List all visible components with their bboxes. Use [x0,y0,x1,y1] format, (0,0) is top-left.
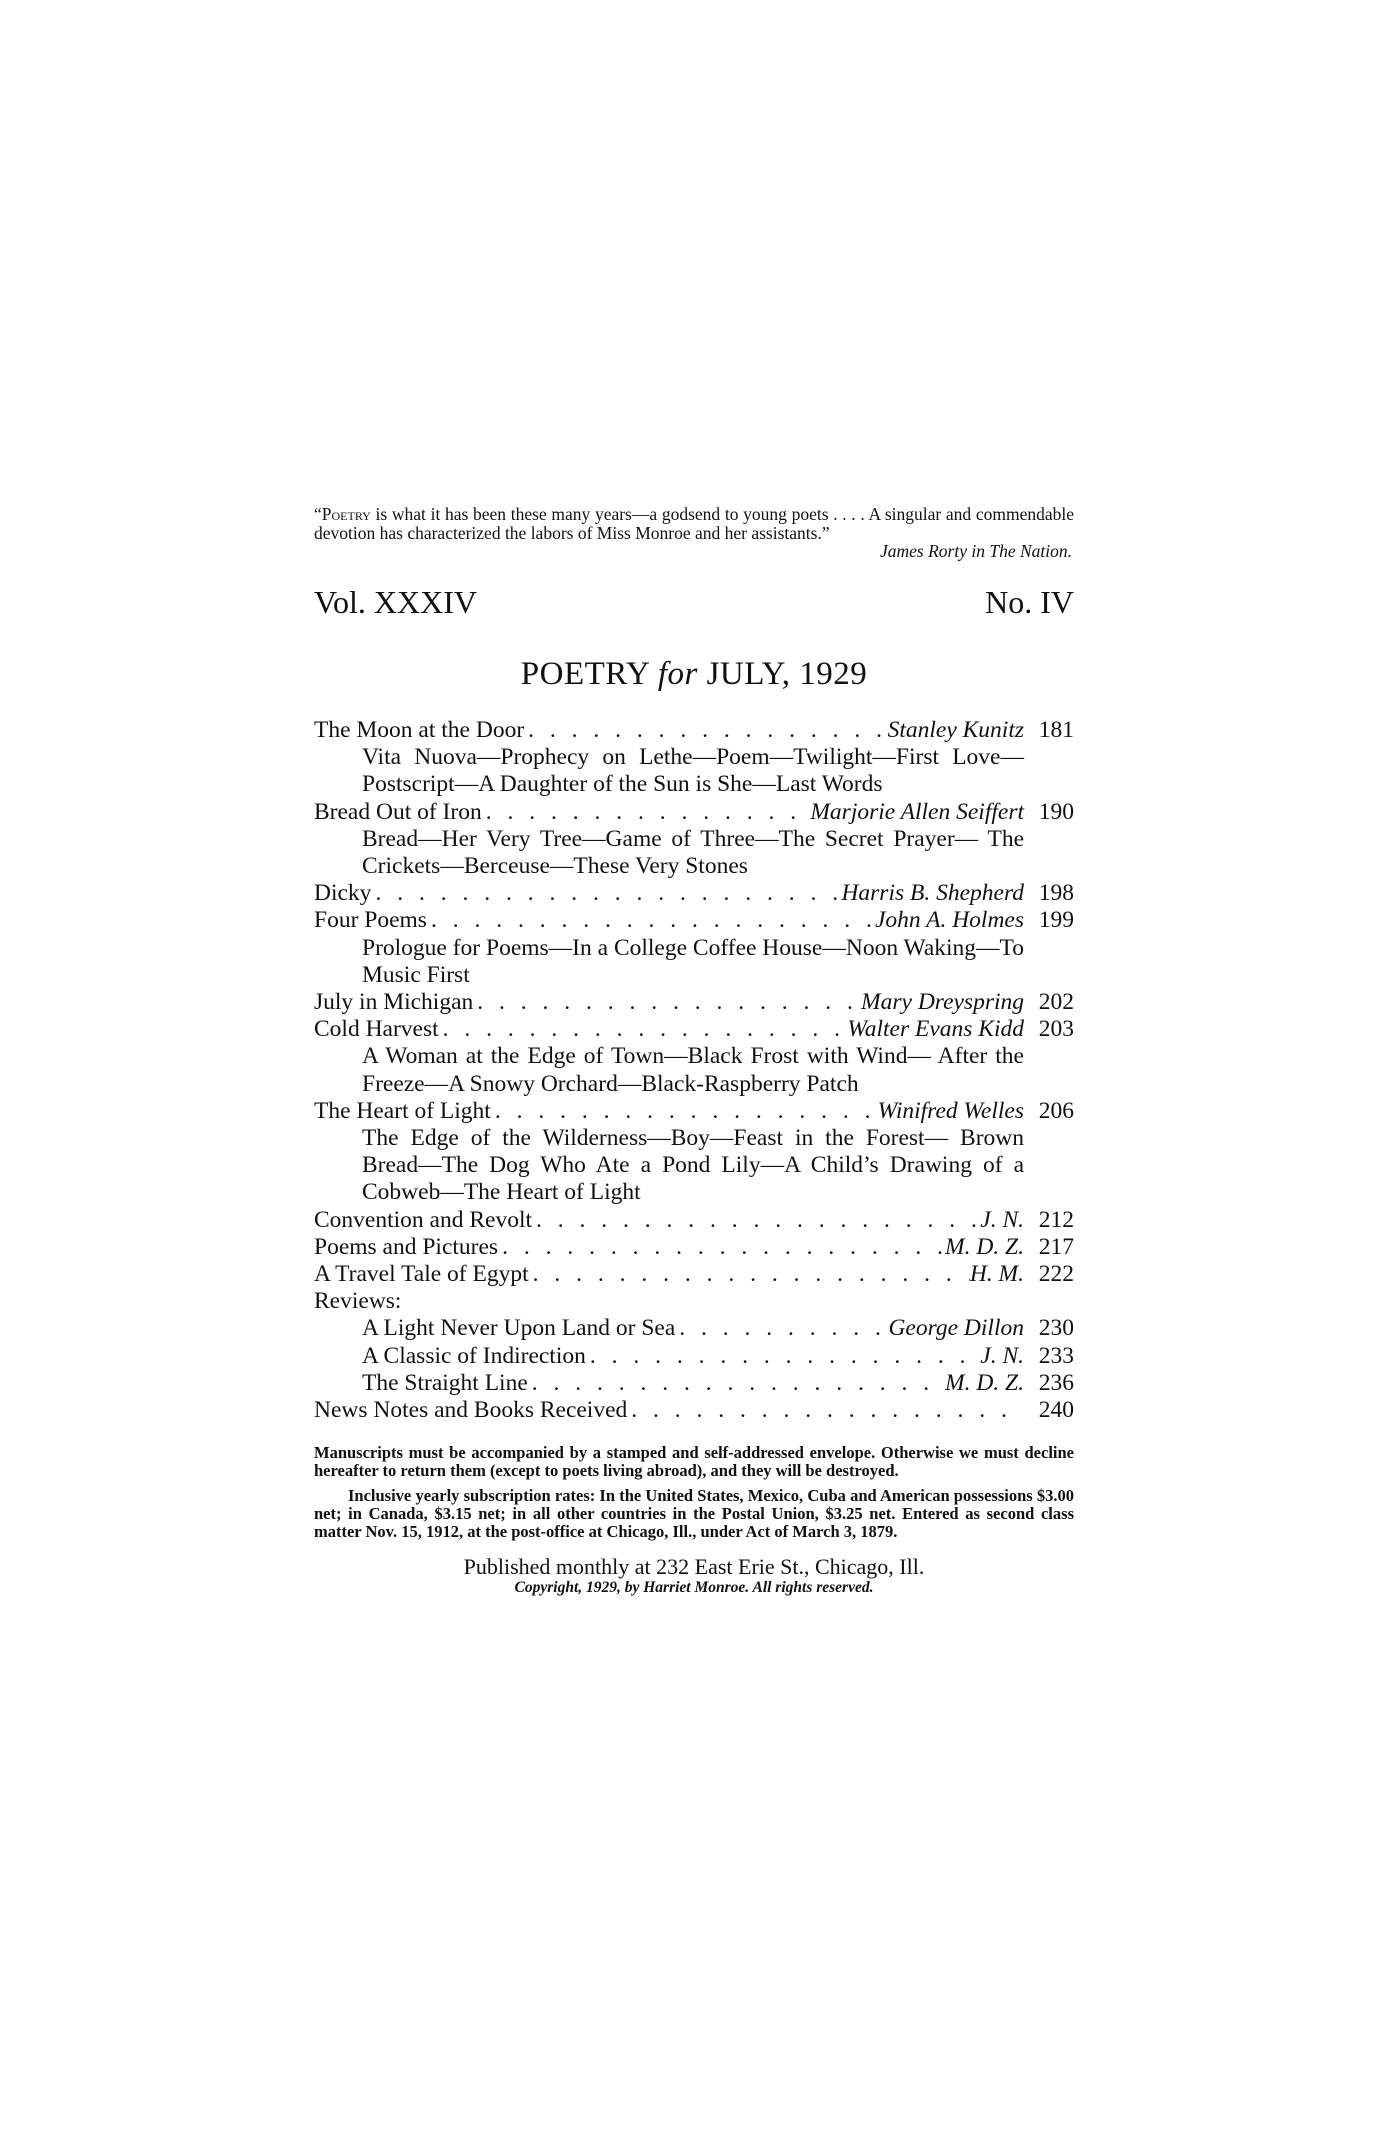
toc-entry-title: News Notes and Books Received [314,1397,628,1424]
toc-entry-title: July in Michigan [314,989,474,1016]
toc-entry-title: A Travel Tale of Egypt [314,1261,529,1288]
toc-entry [314,907,1074,934]
toc-entry-title: The Moon at the Door [314,717,525,743]
toc-entry [314,1343,1074,1370]
volume-number: Vol. XXXIV [314,584,477,620]
toc-entry-title: Four Poems [314,907,427,934]
toc-entry [314,799,1074,826]
toc-entry-page: 212 [1038,1206,1074,1233]
subscription-note: Inclusive yearly subscription rates: In the United States, Mexico, Cuba and American possessions $3.00 net; in Canada, $3.15 net; in all other countries in the Postal Union, $3.25 net. Entered as second class matter Nov. 15, 1912, at the post-office at Chicago, Ill., under Act of March 3, 1879. [314,1486,1074,1542]
toc-entry-page: 236 [1038,1369,1074,1396]
toc-entry-author: Mary Dreyspring [861,989,1024,1016]
toc-entry-title: Cold Harvest [314,1016,439,1043]
toc-entry [314,1016,1074,1043]
reviews-heading: Reviews: [314,1288,402,1315]
dot-leader [586,1343,980,1370]
toc-entry [314,1315,1074,1342]
toc-entry-page: 230 [1038,1315,1074,1342]
toc-entry-title: A Light Never Upon Land or Sea [362,1315,676,1342]
toc-entry-author: M. D. Z. [945,1233,1024,1260]
toc-entry [314,717,1074,744]
published-line: Published monthly at 232 East Erie St., Chicago, Ill. [463,1554,925,1580]
toc-entry-author: Marjorie Allen Seiffert [810,798,1024,825]
toc-entry-author: George Dillon [888,1315,1024,1342]
toc-entry-page: 217 [1038,1233,1074,1260]
toc-entry [314,1370,1074,1397]
copyright-line: Copyright, 1929, by Harriet Monroe. All rights reserved. [514,1579,874,1597]
toc-entry-author: Walter Evans Kidd [847,1016,1024,1043]
toc-entry-page: 190 [1038,798,1074,825]
toc-entry-author: M. D. Z. [945,1369,1024,1396]
toc-entry [314,1207,1074,1234]
publication-notes [314,1444,1074,1541]
press-quote [314,505,1074,561]
dot-leader [524,717,887,744]
toc-entry-poems: A Woman at the Edge of Town—Black Frost with Wind— After the Freeze—A Snowy Orchard—Black-Raspberry Patch [362,1043,1024,1097]
dot-leader [627,1397,1024,1424]
toc-entry-author: J. N. [980,1206,1024,1233]
toc-entry-page: 240 [1038,1397,1074,1424]
toc-entry [314,880,1074,907]
volume-row [314,583,1074,621]
quote-poetry-word: Poetry [321,504,371,524]
dot-leader [498,1234,945,1261]
manuscripts-note: Manuscripts must be accompanied by a stamped and self-addressed envelope. Otherwise we must decline hereafter to return them (except to poets living abroad), and they will be destroyed. [314,1443,1074,1481]
toc-entries [314,717,1074,1288]
quote-open-mark: “ [314,504,322,524]
review-entries [314,1315,1074,1397]
toc-entry-author: J. N. [980,1342,1024,1369]
title-date: JULY, 1929 [706,656,868,692]
toc-entry-title: The Straight Line [362,1369,528,1396]
quote-credit: James Rorty in The Nation. [880,541,1072,561]
toc-entry-title: Poems and Pictures [314,1233,499,1260]
reviews-heading-row [314,1288,1074,1315]
title-for: for [657,656,698,692]
toc-entry [314,1261,1074,1288]
toc-entry-page: 206 [1038,1097,1074,1124]
toc-entry-page: 198 [1038,880,1074,907]
toc-entry-title: Dicky [314,880,372,907]
toc-entry-author: Harris B. Shepherd [841,880,1024,907]
toc-entry [314,1234,1074,1261]
toc-entry-poems: Prologue for Poems—In a College Coffee House—Noon Waking—To Music First [362,934,1024,988]
toc-entry-title: A Classic of Indirection [362,1342,586,1369]
toc-entry-author: Stanley Kunitz [887,717,1024,743]
issue-number: No. IV [985,584,1074,620]
toc-entry-poems: The Edge of the Wilderness—Boy—Feast in the Forest— Brown Bread—The Dog Who Ate a Pond Lily—A Child’s Drawing of a Cobweb—The Heart of Light [362,1125,1024,1206]
contents-page [314,505,1074,1597]
dot-leader [482,799,811,826]
dot-leader [439,1016,848,1043]
toc-entry-page: 202 [1038,989,1074,1016]
toc-entry-title: Convention and Revolt [314,1206,533,1233]
dot-leader [675,1315,888,1342]
toc-entry-poems: Bread—Her Very Tree—Game of Three—The Secret Prayer— The Crickets—Berceuse—These Very Stones [362,825,1024,880]
toc-entry-poems: Vita Nuova—Prophecy on Lethe—Poem—Twilight—First Love—Postscript—A Daughter of the Sun is She—Last Words [362,744,1024,798]
toc-entry-author: H. M. [969,1261,1024,1288]
toc-entry-page: 233 [1038,1342,1074,1369]
toc-entry-news [314,1397,1074,1424]
toc-entry-page: 203 [1038,1016,1074,1043]
dot-leader [491,1098,878,1125]
toc-entry-page: 222 [1038,1261,1074,1288]
toc-entry [314,989,1074,1016]
dot-leader [532,1207,980,1234]
table-of-contents [314,717,1074,1424]
dot-leader [427,907,875,934]
toc-entry-title: Bread Out of Iron [314,798,482,825]
dot-leader [371,880,841,907]
dot-leader [473,989,861,1016]
dot-leader [529,1261,970,1288]
quote-body [314,505,1074,543]
toc-entry-author: Winifred Welles [877,1097,1024,1124]
toc-entry [314,1098,1074,1125]
issue-title [314,654,1074,694]
toc-entry-author: John A. Holmes [874,907,1024,934]
toc-entry-page: 181 [1038,717,1074,743]
title-poetry: POETRY [520,656,650,692]
toc-entry-page: 199 [1038,907,1074,934]
quote-text: is what it has been these many years—a godsend to young poets . . . . A singular and commendable devotion has characterized the labors of Miss Monroe and her assistants.” [314,504,1074,543]
dot-leader [528,1370,945,1397]
toc-entry-title: The Heart of Light [314,1097,491,1124]
